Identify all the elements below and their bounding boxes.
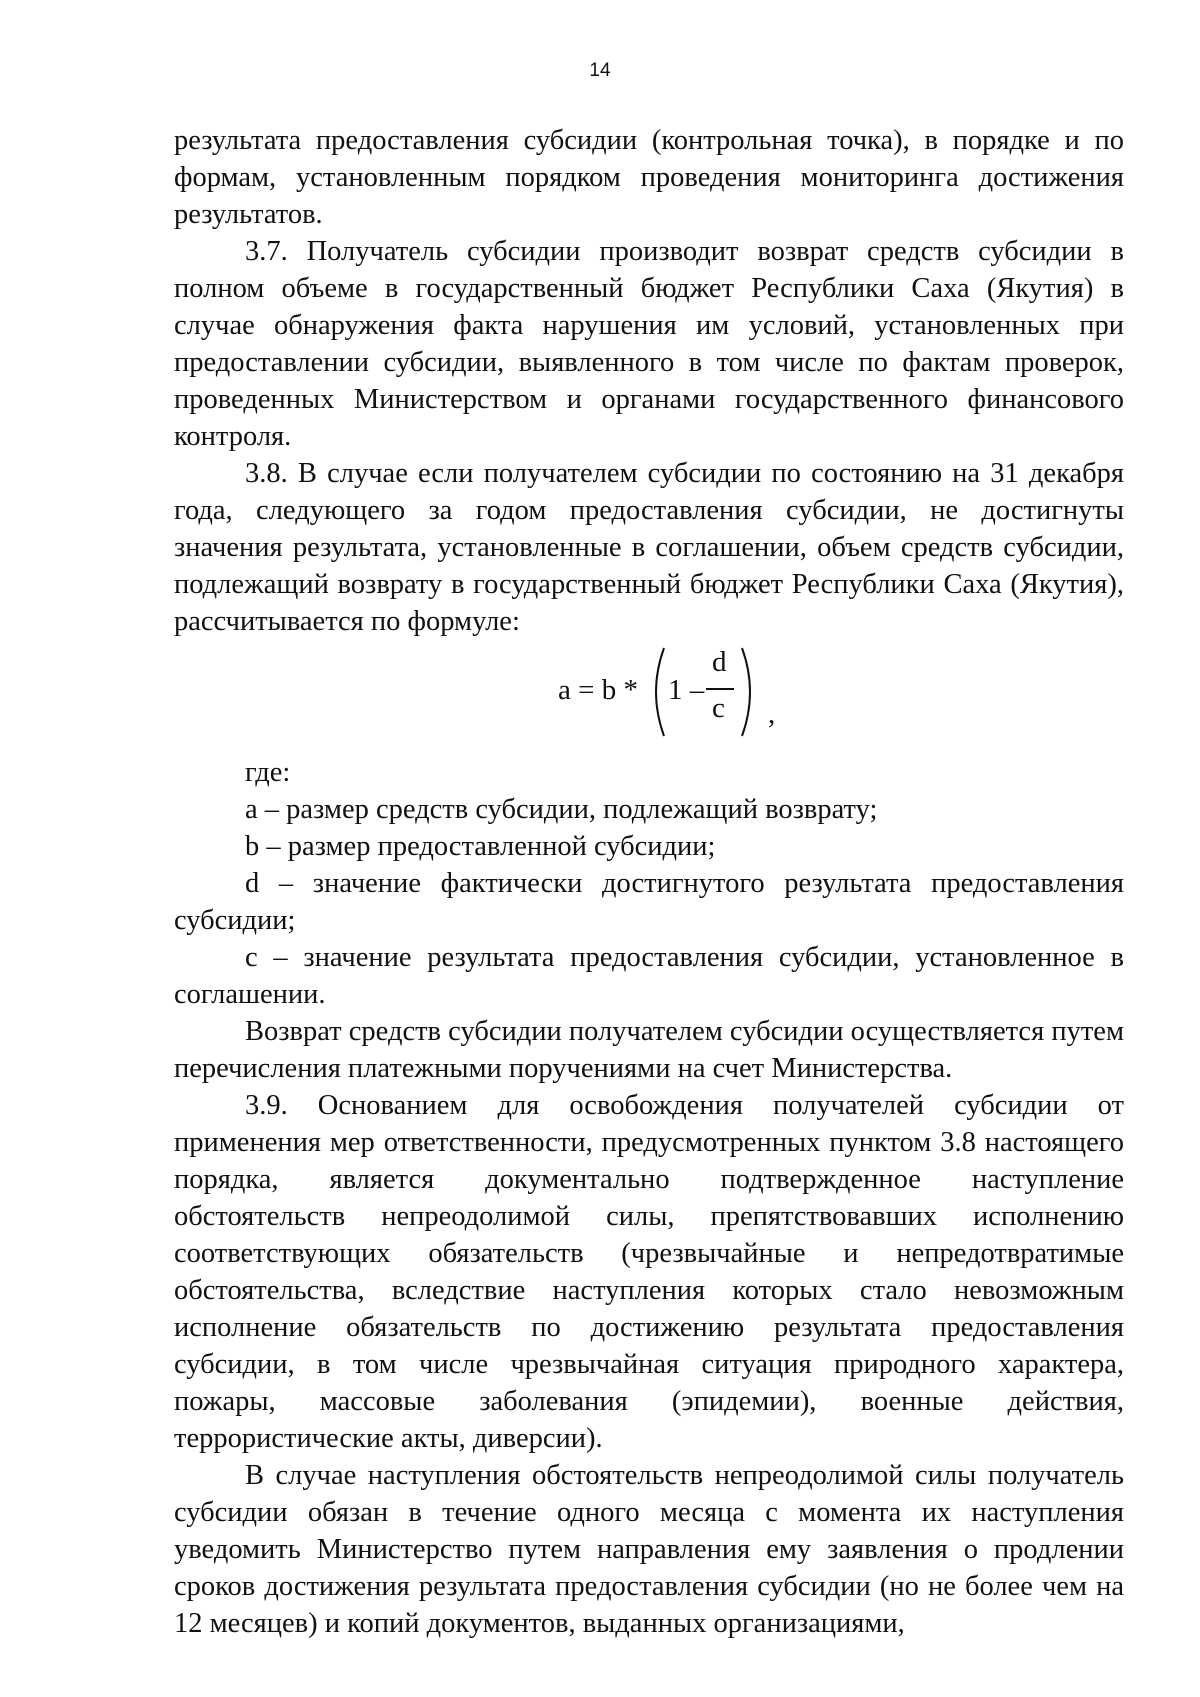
paragraph-3-8: 3.8. В случае если получателем субсидии по состоянию на 31 декабря года, следующего за годом предоставления субсидии, не достигнуты значения результата, установленные в соглашении, объем средств субсидии, подлежащий возврату в государственный бюджет Республики Саха (Якутия), рассчитывается по формуле: xyxy=(174,458,1124,637)
paragraph-3-7: 3.7. Получатель субсидии производит возврат средств субсидии в полном объеме в государственный бюджет Республики Саха (Якутия) в случае обнаружения факта нарушения им условий, установленных при предоставлении субсидии, выявленного в том числе по фактам проверок, проведенных Министерством и органами государственного финансового контроля. xyxy=(174,236,1124,452)
definition-b: b – размер предоставленной субсидии; xyxy=(245,831,716,862)
paragraph-force-majeure: В случае наступления обстоятельств непреодолимой силы получатель субсидии обязан в течение одного месяца с момента их наступления уведомить Министерство путем направления ему заявления о продлении сроков достижения результата предоставления субсидии (но не более чем на 12 месяцев) и копий документов, выданных организациями, xyxy=(174,1460,1124,1639)
paragraph-refund: Возврат средств субсидии получателем субсидии осуществляется путем перечисления платежными поручениями на счет Министерства. xyxy=(174,1016,1124,1084)
formula xyxy=(174,644,1124,746)
formula-denominator: c xyxy=(712,692,725,724)
left-paren-icon xyxy=(644,644,668,740)
definition-d: d – значение фактически достигнутого результата предоставления субсидии; xyxy=(174,868,1124,936)
where-label: где: xyxy=(245,757,291,788)
paragraph-continuation: результата предоставления субсидии (контрольная точка), в порядке и по формам, установленным порядком проведения мониторинга достижения результатов. xyxy=(174,125,1124,230)
formula-lhs: a = b * xyxy=(558,674,638,706)
formula-numerator: d xyxy=(712,646,727,678)
formula-one-minus: 1 – xyxy=(668,674,705,706)
paragraph-3-9: 3.9. Основанием для освобождения получателей субсидии от применения мер ответственности, предусмотренных пунктом 3.8 настоящего порядка, является документально подтвержденное наступление обстоятельств непреодолимой силы, препятствовавших исполнению соответствующих обязательств (чрезвычайные и непредотвратимые обстоятельства, вследствие наступления которых стало невозможным исполнение обязательств по достижению результата предоставления субсидии, в том числе чрезвычайная ситуация природного характера, пожары, массовые заболевания (эпидемии), военные действия, террористические акты, диверсии). xyxy=(174,1090,1124,1454)
definition-c: c – значение результата предоставления субсидии, установленное в соглашении. xyxy=(174,942,1124,1010)
page-number: 14 xyxy=(589,60,611,81)
definition-a: a – размер средств субсидии, подлежащий возврату; xyxy=(245,794,878,825)
right-paren-icon xyxy=(738,644,762,740)
formula-comma: , xyxy=(768,698,776,730)
document-body xyxy=(174,122,1124,1642)
